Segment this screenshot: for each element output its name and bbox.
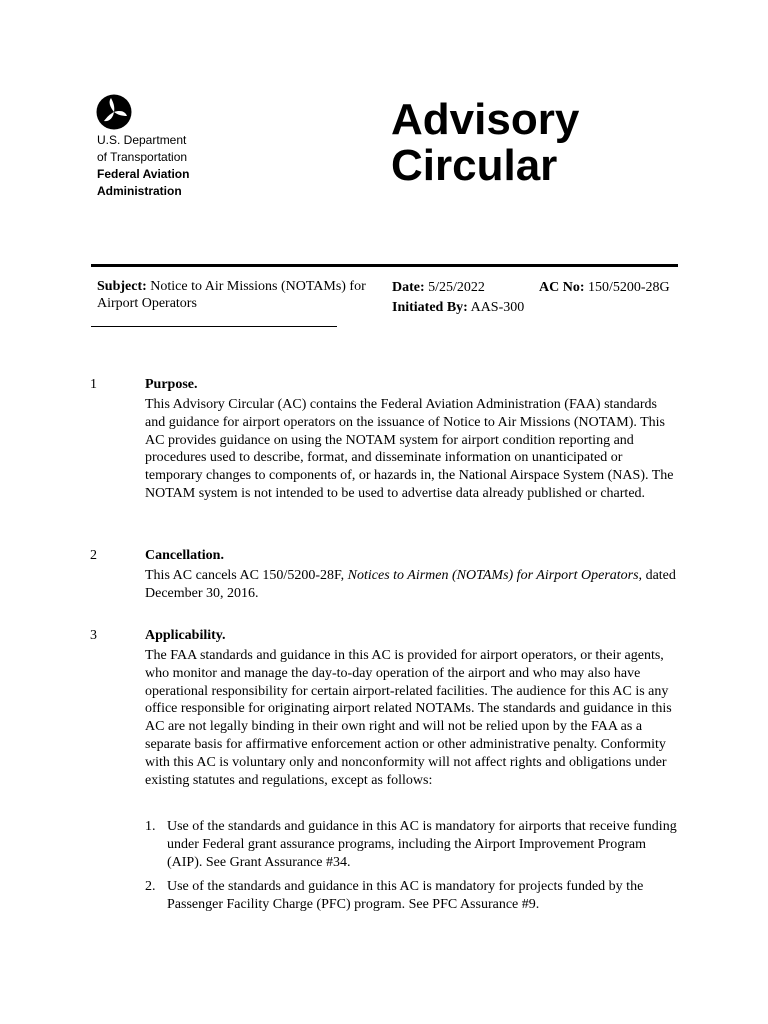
dept-line-2: of Transportation bbox=[97, 150, 188, 164]
cancellation-date-text: dated December 30, 2016. bbox=[145, 568, 676, 601]
date-block bbox=[392, 278, 524, 318]
title-line-1: Advisory bbox=[391, 95, 580, 144]
department-block bbox=[97, 132, 189, 200]
section-paragraph bbox=[145, 567, 679, 603]
initiated-by-label: Initiated By: bbox=[392, 300, 468, 315]
dept-line-1: U.S. Department bbox=[97, 133, 187, 147]
ac-number-value: 150/5200-28G bbox=[588, 280, 670, 295]
section-heading: Cancellation. bbox=[145, 548, 224, 563]
list-item-number: 1. bbox=[145, 819, 156, 834]
initiated-by-value: AAS-300 bbox=[470, 300, 525, 315]
section-number: 1 bbox=[90, 377, 97, 392]
ac-number-label: AC No: bbox=[539, 280, 585, 295]
date-label: Date: bbox=[392, 280, 425, 295]
list-item-number: 2. bbox=[145, 879, 156, 894]
cancellation-text: This AC cancels AC 150/5200-28F, bbox=[145, 568, 348, 583]
date-value: 5/25/2022 bbox=[428, 280, 485, 295]
ac-number-field bbox=[539, 278, 670, 298]
subject-label: Subject: bbox=[97, 279, 147, 294]
section-number: 3 bbox=[90, 628, 97, 643]
dept-line-3: Federal Aviation bbox=[97, 167, 190, 181]
document-title bbox=[391, 97, 579, 189]
dot-logo-icon bbox=[96, 94, 132, 130]
section-number: 2 bbox=[90, 548, 97, 563]
list-item-text: Use of the standards and guidance in this AC is mandatory for projects funded by the Passenger Facility Charge (PFC) program. See PFC Assurance #9. bbox=[167, 879, 644, 912]
section-paragraph: The FAA standards and guidance in this AC is provided for airport operators, or their agents, who monitor and manage the day-to-day operation of the airport and who may also have operational responsibility for certain airport-related facilities. The audience for this AC is any office responsible for originating airport related NOTAMs. The standards and guidance in this AC are not legally binding in their own right and will not be relied upon by the FAA as a separate basis for affirmative enforcement action or other administrative penalty. Conformity with this AC is voluntary only and nonconformity will not affect rights and obligations under existing statutes and regulations, except as follows: bbox=[145, 648, 672, 788]
subject-field bbox=[97, 278, 377, 312]
cancelled-ac-title: Notices to Airmen (NOTAMs) for Airport Operators, bbox=[347, 568, 643, 583]
section-heading: Purpose. bbox=[145, 377, 198, 392]
header-divider bbox=[91, 264, 678, 267]
subject-divider bbox=[91, 326, 337, 327]
section-heading: Applicability. bbox=[145, 628, 226, 643]
title-line-2: Circular bbox=[391, 141, 558, 190]
dept-line-4: Administration bbox=[97, 184, 182, 198]
subject-value: Notice to Air Missions (NOTAMs) for Airport Operators bbox=[97, 279, 366, 311]
list-item-text: Use of the standards and guidance in this AC is mandatory for airports that receive funding under Federal grant assurance programs, including the Airport Improvement Program (AIP). See Grant Assurance #34. bbox=[167, 819, 677, 870]
section-paragraph: This Advisory Circular (AC) contains the Federal Aviation Administration (FAA) standards and guidance for airport operators on the issuance of Notice to Air Missions (NOTAM). This AC provides guidance on using the NOTAM system for airport condition reporting and procedures used to describe, format, and disseminate information on unanticipated or temporary changes to components of, or hazards in, the National Airspace System (NAS). The NOTAM system is not intended to be used to advertise data already published or charted. bbox=[145, 397, 674, 501]
